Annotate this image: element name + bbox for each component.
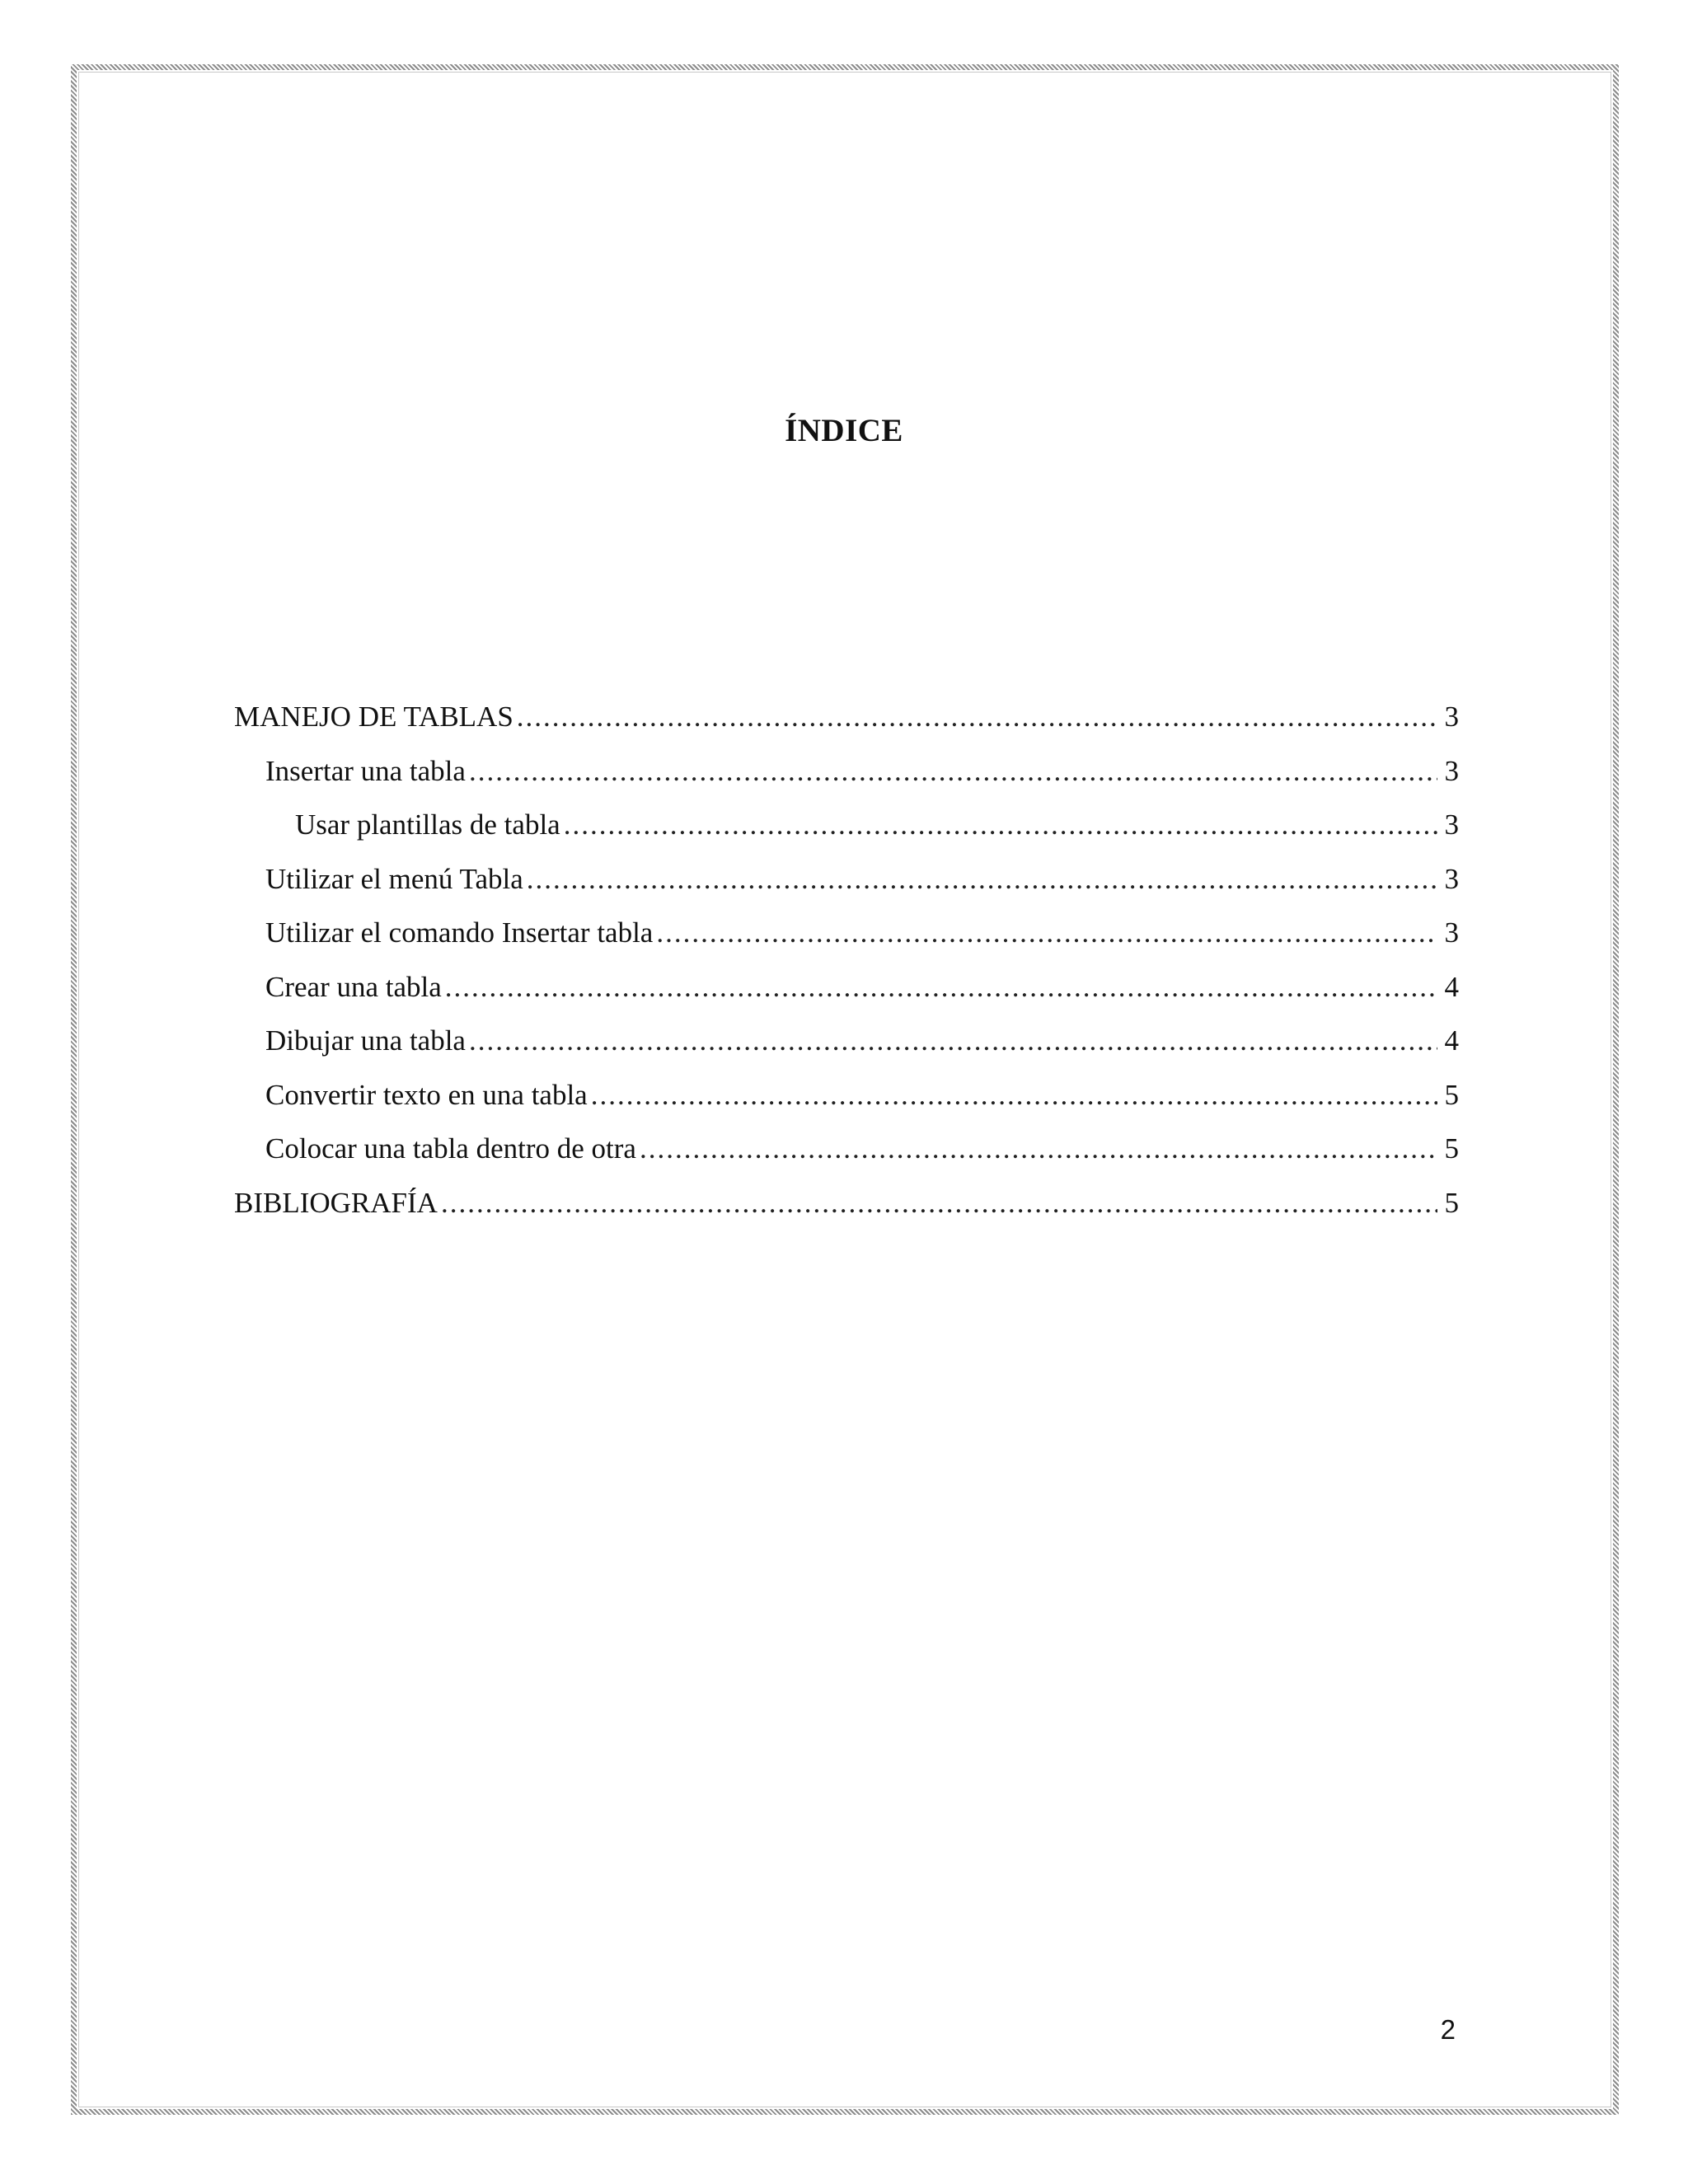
toc-entry-label: MANEJO DE TABLAS: [234, 701, 513, 733]
toc-entry-label: Crear una tabla: [265, 970, 442, 1003]
toc-dot-leader: [591, 1079, 1437, 1112]
toc-dot-leader: [656, 916, 1437, 949]
toc-entry-label: Usar plantillas de tabla: [295, 808, 560, 841]
table-of-contents: [234, 701, 1459, 1240]
toc-entry-utilizar-el-comando-insertar-tabla[interactable]: [234, 916, 1459, 971]
toc-entry-label: Colocar una tabla dentro de otra: [265, 1132, 636, 1165]
toc-entry-page: 3: [1444, 916, 1459, 949]
toc-entry-dibujar-una-tabla[interactable]: [234, 1024, 1459, 1079]
toc-dot-leader: [517, 701, 1437, 733]
toc-entry-utilizar-el-menu-tabla[interactable]: [234, 863, 1459, 917]
toc-entry-label: Insertar una tabla: [265, 754, 466, 787]
toc-entry-convertir-texto-en-una-tabla[interactable]: [234, 1079, 1459, 1133]
toc-dot-leader: [469, 755, 1437, 788]
toc-entry-page: 4: [1444, 970, 1459, 1003]
toc-entry-page: 4: [1444, 1024, 1459, 1057]
toc-entry-colocar-una-tabla-dentro-de-otra[interactable]: [234, 1132, 1459, 1187]
toc-dot-leader: [445, 971, 1437, 1004]
toc-entry-page: 3: [1444, 701, 1459, 733]
toc-dot-leader: [469, 1024, 1437, 1057]
toc-dot-leader: [640, 1132, 1437, 1165]
toc-entry-page: 5: [1444, 1078, 1459, 1111]
toc-entry-label: Convertir texto en una tabla: [265, 1078, 588, 1111]
toc-entry-usar-plantillas-de-tabla[interactable]: [234, 808, 1459, 863]
toc-dot-leader: [441, 1187, 1437, 1220]
toc-entry-page: 5: [1444, 1132, 1459, 1165]
toc-entry-insertar-una-tabla[interactable]: [234, 755, 1459, 809]
toc-entry-label: BIBLIOGRAFÍA: [234, 1186, 438, 1219]
page-number: 2: [1440, 2014, 1456, 2045]
toc-entry-manejo-de-tablas[interactable]: [234, 701, 1459, 755]
toc-entry-label: Dibujar una tabla: [265, 1024, 466, 1057]
toc-entry-page: 3: [1444, 754, 1459, 787]
toc-entry-label: Utilizar el menú Tabla: [265, 862, 523, 895]
toc-entry-page: 3: [1444, 808, 1459, 841]
page-title: ÍNDICE: [785, 413, 903, 448]
toc-entry-page: 3: [1444, 862, 1459, 895]
toc-entry-label: Utilizar el comando Insertar tabla: [265, 916, 654, 949]
toc-entry-page: 5: [1444, 1186, 1459, 1219]
toc-entry-bibliografia[interactable]: [234, 1187, 1459, 1241]
toc-dot-leader: [527, 863, 1437, 896]
toc-entry-crear-una-tabla[interactable]: [234, 971, 1459, 1025]
toc-dot-leader: [564, 808, 1437, 841]
